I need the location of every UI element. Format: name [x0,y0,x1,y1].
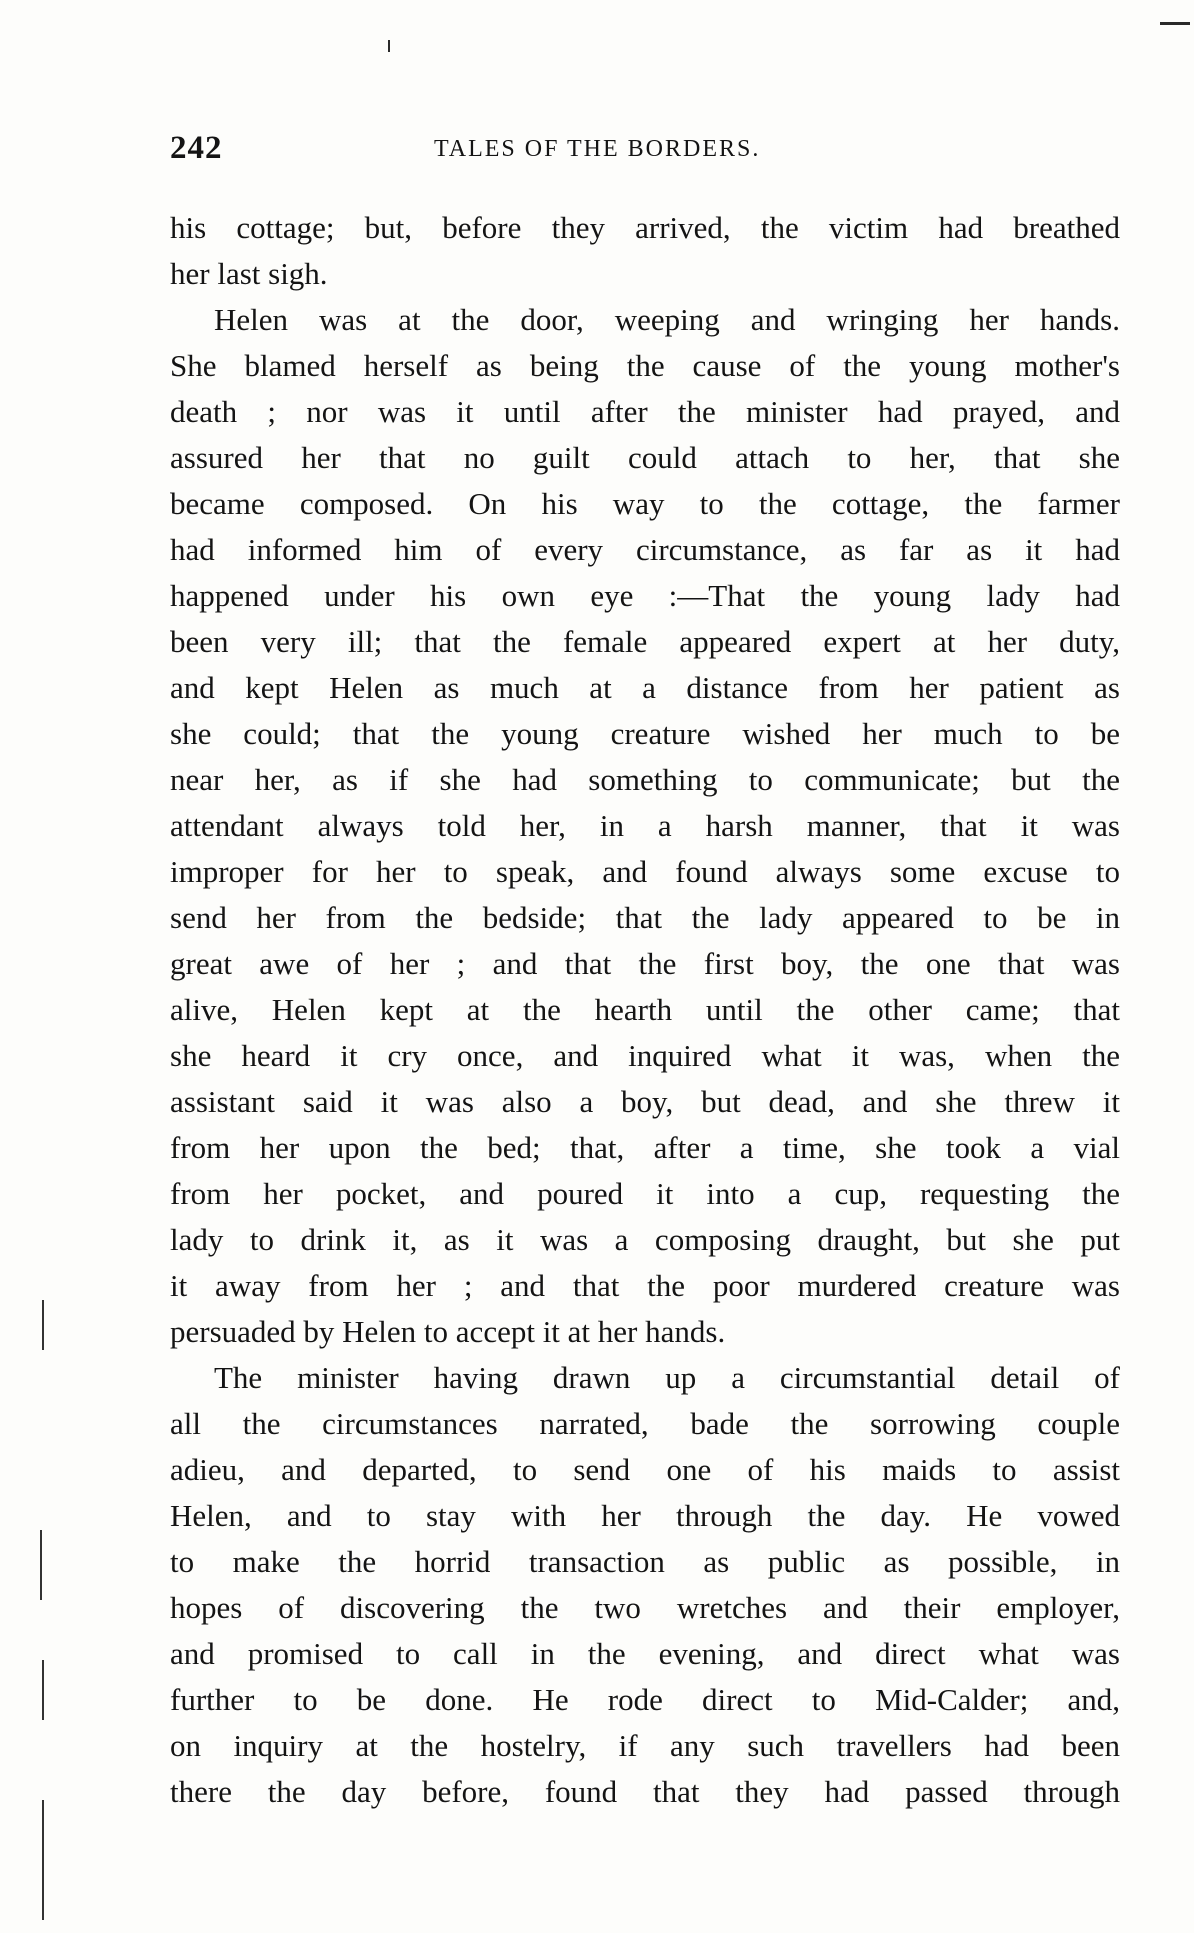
text-line: The minister having drawn up a circumstantial detail of [214,1360,1120,1395]
text-line: her last sigh. [170,256,328,291]
text-line: on inquiry at the hostelry, if any such travellers had been [170,1728,1120,1763]
text-line: Helen was at the door, weeping and wringing her hands. [214,302,1120,337]
text-line: assured her that no guilt could attach to her, that she [170,440,1120,475]
text-line: it away from her ; and that the poor murdered creature was [170,1268,1120,1303]
scan-mark [388,40,390,52]
page-header [170,130,1120,170]
scan-mark [1160,22,1190,25]
margin-rule [42,1300,44,1350]
running-title: TALES OF THE BORDERS. [434,136,761,162]
text-line: adieu, and departed, to send one of his maids to assist [170,1452,1120,1487]
text-line: great awe of her ; and that the first boy, the one that was [170,946,1120,981]
text-line: all the circumstances narrated, bade the sorrowing couple [170,1406,1120,1441]
text-line: alive, Helen kept at the hearth until the other came; that [170,992,1120,1027]
text-line: She blamed herself as being the cause of the young mother's [170,348,1120,383]
text-line: hopes of discovering the two wretches and their employer, [170,1590,1120,1625]
text-line: there the day before, found that they had passed through [170,1774,1120,1809]
page-number: 242 [170,130,223,166]
margin-rule [42,1800,44,1920]
body-text [170,205,1120,1815]
text-line: attendant always told her, in a harsh manner, that it was [170,808,1120,843]
text-line: been very ill; that the female appeared expert at her duty, [170,624,1120,659]
text-line: death ; nor was it until after the minister had prayed, and [170,394,1120,429]
text-line: his cottage; but, before they arrived, the victim had breathed [170,210,1120,245]
text-line: and kept Helen as much at a distance from her patient as [170,670,1120,705]
text-line: persuaded by Helen to accept it at her hands. [170,1314,726,1349]
margin-rule [40,1530,42,1600]
text-line: near her, as if she had something to communicate; but the [170,762,1120,797]
text-line: and promised to call in the evening, and direct what was [170,1636,1120,1671]
text-line: from her pocket, and poured it into a cup, requesting the [170,1176,1120,1211]
text-line: send her from the bedside; that the lady appeared to be in [170,900,1120,935]
text-line: further to be done. He rode direct to Mid-Calder; and, [170,1682,1120,1717]
text-line: Helen, and to stay with her through the day. He vowed [170,1498,1120,1533]
text-line: became composed. On his way to the cottage, the farmer [170,486,1120,521]
text-line: she could; that the young creature wished her much to be [170,716,1120,751]
text-line: she heard it cry once, and inquired what it was, when the [170,1038,1120,1073]
margin-rule [42,1660,44,1720]
text-line: improper for her to speak, and found always some excuse to [170,854,1120,889]
text-line: happened under his own eye :—That the young lady had [170,578,1120,613]
text-line: assistant said it was also a boy, but dead, and she threw it [170,1084,1120,1119]
text-line: had informed him of every circumstance, as far as it had [170,532,1120,567]
text-line: to make the horrid transaction as public as possible, in [170,1544,1120,1579]
text-line: from her upon the bed; that, after a time, she took a vial [170,1130,1120,1165]
text-line: lady to drink it, as it was a composing draught, but she put [170,1222,1120,1257]
